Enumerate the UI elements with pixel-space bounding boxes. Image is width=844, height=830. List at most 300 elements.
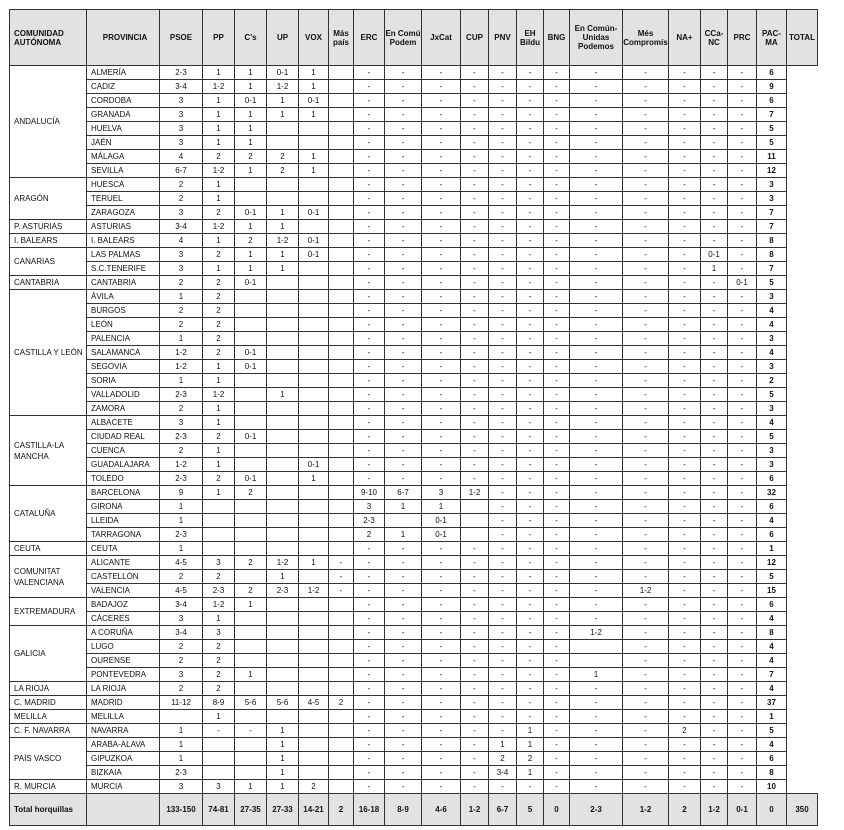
total-cell: 4 (757, 416, 787, 430)
seat-cell: - (623, 360, 669, 374)
seat-cell: 0-1 (422, 528, 461, 542)
comunidad-cell: P. ASTURIAS (10, 220, 87, 234)
total-cell: 4 (757, 514, 787, 528)
seat-cell: - (544, 738, 570, 752)
comunidad-cell: LA RIOJA (10, 682, 87, 696)
provincia-cell: LLEIDA (87, 514, 160, 528)
seat-cell: 11-12 (160, 696, 203, 710)
seat-cell: 3 (160, 262, 203, 276)
seat-cell: - (354, 696, 385, 710)
seat-cell: - (669, 430, 701, 444)
seat-cell: - (517, 696, 544, 710)
seat-cell (235, 416, 267, 430)
seat-cell: - (385, 388, 422, 402)
seat-cell (299, 290, 329, 304)
seat-cell: - (461, 682, 489, 696)
seat-cell: 0-1 (235, 430, 267, 444)
seat-cell: - (544, 640, 570, 654)
seat-cell: 2 (160, 640, 203, 654)
seat-cell: - (517, 584, 544, 598)
seat-cell: - (461, 724, 489, 738)
seat-cell (329, 458, 354, 472)
seat-cell (299, 682, 329, 696)
table-row (10, 444, 818, 458)
seat-cell: 1 (203, 458, 235, 472)
seat-cell: 0-1 (299, 234, 329, 248)
seat-cell: 4-5 (299, 696, 329, 710)
table-row (10, 612, 818, 626)
seat-cell: - (728, 94, 757, 108)
seat-cell: - (570, 472, 623, 486)
seat-cell: - (489, 276, 517, 290)
total-cell: 12 (757, 556, 787, 570)
seat-cell (203, 528, 235, 542)
seat-cell (267, 122, 299, 136)
seat-cell (299, 262, 329, 276)
seat-cell: - (385, 360, 422, 374)
header-erc: ERC (354, 10, 385, 66)
seat-cell: - (385, 542, 422, 556)
seat-cell (267, 192, 299, 206)
seat-cell: 2-3 (160, 388, 203, 402)
seat-cell: - (489, 360, 517, 374)
seat-cell: - (422, 710, 461, 724)
seat-cell: 0-1 (299, 458, 329, 472)
seat-cell: 6-7 (160, 164, 203, 178)
seat-cell: 1-2 (203, 164, 235, 178)
total-cell: 5 (757, 430, 787, 444)
seat-cell: - (354, 178, 385, 192)
seat-cell: 1 (235, 220, 267, 234)
seat-cell (299, 304, 329, 318)
table-row (10, 402, 818, 416)
seat-cell (299, 332, 329, 346)
seat-cell: 1-2 (461, 486, 489, 500)
seat-cell: 1 (385, 528, 422, 542)
seat-cell (329, 276, 354, 290)
provincia-cell: ÁVILA (87, 290, 160, 304)
table-footer (10, 794, 818, 826)
seat-cell (267, 346, 299, 360)
seat-cell: - (623, 304, 669, 318)
seat-cell: - (623, 178, 669, 192)
seat-cell: - (517, 780, 544, 794)
seat-cell (235, 444, 267, 458)
seat-cell: - (570, 332, 623, 346)
seat-cell (329, 612, 354, 626)
seat-projection-table (9, 9, 818, 826)
seat-cell (299, 486, 329, 500)
seat-cell (299, 570, 329, 584)
seat-cell (267, 276, 299, 290)
seat-cell: - (517, 654, 544, 668)
seat-cell (299, 192, 329, 206)
seat-cell: - (461, 136, 489, 150)
seat-cell: - (517, 402, 544, 416)
table-row (10, 388, 818, 402)
seat-cell: - (461, 556, 489, 570)
seat-cell: 1 (235, 668, 267, 682)
seat-cell (329, 290, 354, 304)
seat-cell (203, 752, 235, 766)
seat-cell: - (354, 402, 385, 416)
seat-cell: - (570, 710, 623, 724)
seat-cell: 2 (235, 150, 267, 164)
seat-cell: 1 (267, 766, 299, 780)
seat-cell: - (517, 80, 544, 94)
comunidad-cell: COMUNITAT VALENCIANA (10, 556, 87, 598)
seat-cell: - (728, 738, 757, 752)
seat-cell: - (461, 346, 489, 360)
total-cell: 3 (757, 178, 787, 192)
seat-cell: - (461, 108, 489, 122)
seat-cell: 2 (203, 654, 235, 668)
seat-cell: - (354, 332, 385, 346)
seat-cell: - (422, 206, 461, 220)
seat-cell: 1 (235, 248, 267, 262)
seat-cell: - (701, 80, 728, 94)
total-cell: 11 (757, 150, 787, 164)
seat-cell: - (517, 178, 544, 192)
provincia-cell: I. BALEARS (87, 234, 160, 248)
seat-cell (299, 752, 329, 766)
seat-cell: 1 (267, 248, 299, 262)
seat-cell: - (728, 122, 757, 136)
table-row (10, 430, 818, 444)
seat-cell: 1 (267, 780, 299, 794)
seat-cell (299, 654, 329, 668)
seat-cell: - (517, 248, 544, 262)
comunidad-cell: CATALUÑA (10, 486, 87, 542)
seat-cell: - (517, 94, 544, 108)
seat-cell: - (461, 654, 489, 668)
seat-cell: - (385, 752, 422, 766)
seat-cell: - (544, 612, 570, 626)
provincia-cell: VALLADOLID (87, 388, 160, 402)
seat-cell (329, 164, 354, 178)
seat-cell: - (669, 164, 701, 178)
seat-cell: - (354, 472, 385, 486)
seat-cell: 3 (160, 668, 203, 682)
total-cell: 7 (757, 668, 787, 682)
seat-cell: - (728, 766, 757, 780)
seat-cell: - (570, 458, 623, 472)
seat-cell: - (570, 346, 623, 360)
seat-cell: 1 (160, 724, 203, 738)
seat-cell (329, 388, 354, 402)
comunidad-cell: ARAGÓN (10, 178, 87, 220)
seat-cell (299, 360, 329, 374)
seat-cell: - (354, 626, 385, 640)
seat-cell: - (489, 122, 517, 136)
total-cell: 4 (757, 318, 787, 332)
seat-cell: - (701, 332, 728, 346)
seat-cell: - (489, 332, 517, 346)
seat-cell: 2-3 (160, 430, 203, 444)
seat-cell: - (461, 164, 489, 178)
seat-cell: - (701, 542, 728, 556)
seat-cell: - (385, 430, 422, 444)
seat-cell: - (517, 542, 544, 556)
total-cell: 5 (757, 570, 787, 584)
seat-cell: - (570, 528, 623, 542)
table-row (10, 500, 818, 514)
seat-cell: - (570, 192, 623, 206)
seat-cell: - (422, 626, 461, 640)
seat-cell: - (728, 416, 757, 430)
seat-cell: - (570, 402, 623, 416)
seat-cell: - (623, 150, 669, 164)
total-cell: 4 (757, 682, 787, 696)
seat-cell: - (354, 360, 385, 374)
seat-cell (267, 374, 299, 388)
seat-cell: - (385, 626, 422, 640)
total-cell: 5 (757, 724, 787, 738)
seat-cell: - (570, 234, 623, 248)
seat-cell (267, 444, 299, 458)
seat-cell: - (544, 766, 570, 780)
seat-cell: - (461, 458, 489, 472)
seat-cell: 2 (160, 402, 203, 416)
seat-cell: - (728, 486, 757, 500)
table-row (10, 94, 818, 108)
provincia-cell: CUENCA (87, 444, 160, 458)
seat-cell (235, 374, 267, 388)
seat-cell: - (544, 626, 570, 640)
seat-cell: - (728, 682, 757, 696)
seat-cell: - (728, 178, 757, 192)
table-row (10, 164, 818, 178)
seat-cell: - (701, 108, 728, 122)
seat-cell: - (669, 192, 701, 206)
seat-cell: 3 (160, 108, 203, 122)
seat-cell (329, 234, 354, 248)
seat-cell: - (354, 304, 385, 318)
table-row (10, 696, 818, 710)
header-en-com-podem: En Comú Podem (385, 10, 422, 66)
total-cell: 3 (757, 402, 787, 416)
seat-cell: 3-4 (489, 766, 517, 780)
seat-cell: - (489, 80, 517, 94)
seat-cell: - (517, 346, 544, 360)
seat-cell: - (461, 444, 489, 458)
seat-cell: - (544, 472, 570, 486)
seat-cell: - (517, 500, 544, 514)
seat-cell: - (422, 682, 461, 696)
seat-cell: 1 (160, 374, 203, 388)
seat-cell (267, 710, 299, 724)
table-row (10, 486, 818, 500)
table-row (10, 66, 818, 80)
seat-cell: - (354, 640, 385, 654)
seat-cell: 1 (160, 738, 203, 752)
seat-cell: - (544, 178, 570, 192)
seat-cell (203, 738, 235, 752)
seat-cell: - (461, 220, 489, 234)
seat-cell: - (669, 696, 701, 710)
seat-cell: - (385, 458, 422, 472)
seat-cell: - (544, 724, 570, 738)
seat-cell: - (701, 346, 728, 360)
seat-cell: - (385, 724, 422, 738)
header-cup: CUP (461, 10, 489, 66)
seat-cell: - (517, 626, 544, 640)
seat-cell (299, 766, 329, 780)
seat-cell: - (354, 150, 385, 164)
seat-cell: 1 (701, 262, 728, 276)
seat-cell: - (623, 318, 669, 332)
seat-cell: 2-3 (160, 528, 203, 542)
seat-cell: - (623, 402, 669, 416)
seat-cell: - (669, 122, 701, 136)
table-row (10, 248, 818, 262)
total-cell: 32 (757, 486, 787, 500)
seat-cell: - (385, 416, 422, 430)
seat-cell: - (461, 234, 489, 248)
total-cell: 3 (757, 458, 787, 472)
total-cell: 8 (757, 248, 787, 262)
seat-cell: - (701, 472, 728, 486)
seat-cell (299, 220, 329, 234)
header-cca-nc: CCa-NC (701, 10, 728, 66)
seat-cell: - (489, 178, 517, 192)
provincia-cell: LA RIOJA (87, 682, 160, 696)
seat-cell: - (544, 136, 570, 150)
seat-cell: - (669, 108, 701, 122)
table-row (10, 710, 818, 724)
seat-cell: - (728, 458, 757, 472)
seat-cell (329, 66, 354, 80)
total-cell: 6 (757, 500, 787, 514)
seat-cell: - (728, 780, 757, 794)
seat-cell (299, 738, 329, 752)
seat-cell: 2 (160, 276, 203, 290)
seat-cell: - (669, 752, 701, 766)
seat-cell: - (570, 542, 623, 556)
seat-cell: - (544, 598, 570, 612)
seat-cell: - (701, 696, 728, 710)
seat-cell: 1-2 (203, 598, 235, 612)
seat-cell: - (728, 192, 757, 206)
seat-cell: - (354, 752, 385, 766)
total-cell: 6 (757, 528, 787, 542)
seat-cell: - (701, 192, 728, 206)
table-row (10, 178, 818, 192)
seat-cell: - (422, 276, 461, 290)
seat-cell: 1 (299, 66, 329, 80)
seat-cell: - (728, 346, 757, 360)
seat-cell: 1 (299, 556, 329, 570)
seat-cell: - (623, 696, 669, 710)
seat-cell: - (385, 150, 422, 164)
seat-cell: - (422, 388, 461, 402)
seat-cell: - (669, 612, 701, 626)
seat-cell: 1 (235, 598, 267, 612)
seat-cell: - (623, 682, 669, 696)
seat-cell: - (544, 388, 570, 402)
seat-cell: - (517, 304, 544, 318)
seat-cell: 2-3 (160, 66, 203, 80)
total-horquillas-cell: 4-6 (422, 794, 461, 826)
seat-cell: - (701, 500, 728, 514)
seat-cell: - (544, 346, 570, 360)
seat-cell (235, 458, 267, 472)
seat-cell: - (461, 738, 489, 752)
seat-cell: - (354, 416, 385, 430)
seat-cell: - (570, 612, 623, 626)
seat-cell: - (669, 738, 701, 752)
seat-cell: - (517, 108, 544, 122)
seat-cell: - (701, 780, 728, 794)
seat-cell: - (385, 696, 422, 710)
seat-cell (299, 514, 329, 528)
seat-cell: 2 (160, 570, 203, 584)
seat-cell (235, 388, 267, 402)
provincia-cell: TOLEDO (87, 472, 160, 486)
seat-cell: - (623, 234, 669, 248)
seat-cell: - (422, 374, 461, 388)
comunidad-cell: C. F. NAVARRA (10, 724, 87, 738)
seat-cell: - (669, 472, 701, 486)
seat-cell: 1 (299, 108, 329, 122)
seat-cell (299, 710, 329, 724)
seat-cell: - (461, 80, 489, 94)
seat-cell: - (422, 94, 461, 108)
seat-cell: - (728, 402, 757, 416)
seat-cell: - (669, 584, 701, 598)
seat-cell: - (669, 486, 701, 500)
seat-cell: - (570, 514, 623, 528)
seat-cell: - (728, 164, 757, 178)
seat-cell: - (570, 570, 623, 584)
seat-cell: - (517, 472, 544, 486)
total-cell: 3 (757, 332, 787, 346)
seat-cell: - (728, 626, 757, 640)
seat-cell: - (669, 570, 701, 584)
total-horquillas-cell: 0-1 (728, 794, 757, 826)
seat-cell (267, 332, 299, 346)
seat-cell: - (489, 724, 517, 738)
seat-cell: - (570, 262, 623, 276)
seat-cell: - (385, 640, 422, 654)
seat-cell: - (623, 164, 669, 178)
seat-cell: - (623, 346, 669, 360)
seat-cell: - (728, 570, 757, 584)
seat-cell: - (517, 234, 544, 248)
seat-cell: - (570, 556, 623, 570)
total-horquillas-cell: 74-81 (203, 794, 235, 826)
seat-cell: 1 (267, 108, 299, 122)
seat-cell: 3 (160, 206, 203, 220)
seat-cell: - (354, 318, 385, 332)
seat-cell: 1 (267, 752, 299, 766)
seat-cell: 2 (160, 682, 203, 696)
seat-cell: - (669, 388, 701, 402)
seat-cell: 1 (203, 360, 235, 374)
comunidad-cell: CANTABRIA (10, 276, 87, 290)
provincia-cell: TARRAGONA (87, 528, 160, 542)
seat-cell: - (701, 164, 728, 178)
seat-cell (267, 500, 299, 514)
seat-cell: - (544, 402, 570, 416)
seat-cell: - (461, 402, 489, 416)
seat-cell (329, 346, 354, 360)
seat-cell: - (422, 472, 461, 486)
seat-cell: - (385, 206, 422, 220)
seat-cell: - (701, 178, 728, 192)
seat-cell: - (570, 500, 623, 514)
seat-cell: - (701, 234, 728, 248)
